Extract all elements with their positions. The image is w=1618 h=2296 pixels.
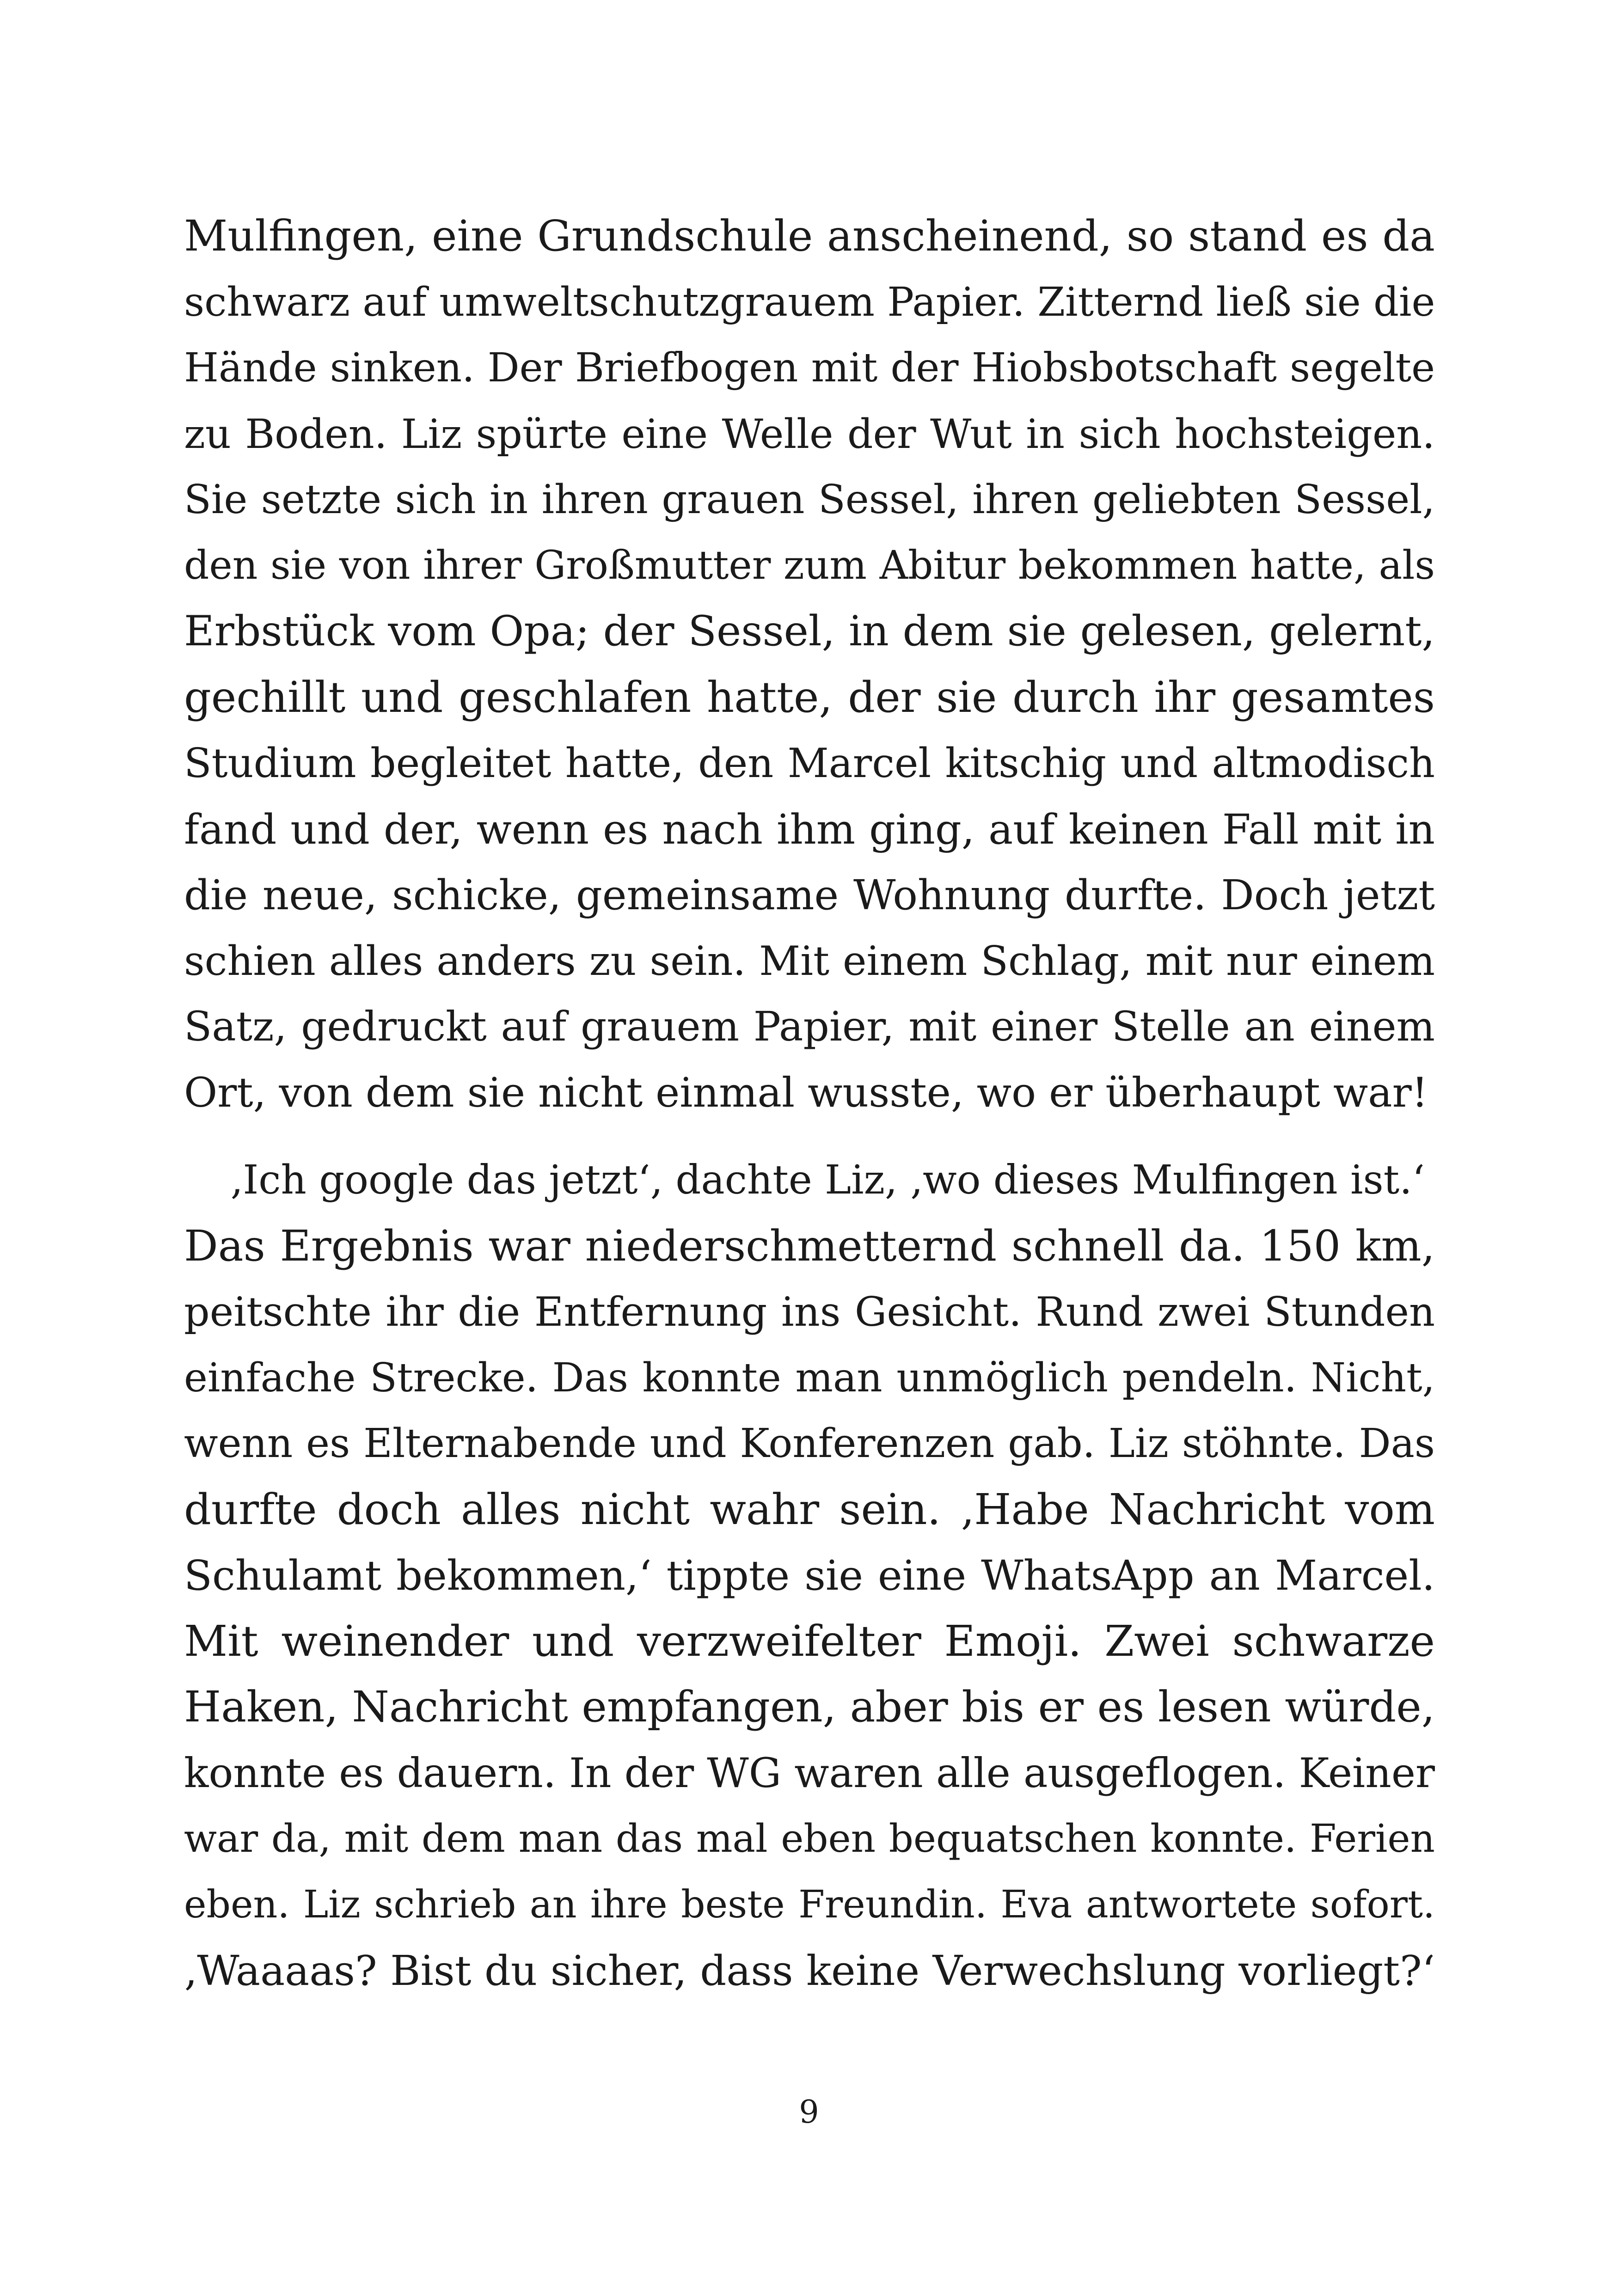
text-line: Mulfingen, eine Grundschule anscheinend, so stand es da <box>184 211 1435 261</box>
text-line: die neue, schicke, gemeinsame Wohnung durfte. Doch jetzt <box>184 871 1435 919</box>
text-line: Sie setzte sich in ihren grauen Sessel, ihren geliebten Sessel, <box>184 477 1435 523</box>
text-line: Das Ergebnis war niederschmetternd schnell da. 150 km, <box>184 1221 1435 1271</box>
text-line: konnte es dauern. In der WG waren alle ausgeflogen. Keiner <box>184 1749 1435 1797</box>
text-line: Satz, gedruckt auf grauem Papier, mit einer Stelle an einem <box>184 1003 1435 1050</box>
text-line: zu Boden. Liz spürte eine Welle der Wut in sich hochsteigen. <box>184 410 1435 458</box>
text-line: Studium begleitet hatte, den Marcel kitschig und altmodisch <box>184 740 1435 787</box>
text-line: fand und der, wenn es nach ihm ging, auf keinen Fall mit in <box>184 805 1435 853</box>
paragraph-2 <box>184 1147 1435 2004</box>
text-line: durfte doch alles nicht wahr sein. ‚Habe Nachricht vom <box>184 1484 1435 1534</box>
text-line: Hände sinken. Der Briefbogen mit der Hiobsbotschaft segelte <box>184 345 1435 391</box>
text-line: einfache Strecke. Das konnte man unmöglich pendeln. Nicht, <box>184 1354 1435 1401</box>
text-line: den sie von ihrer Großmutter zum Abitur bekommen hatte, als <box>184 542 1435 588</box>
text-line: eben. Liz schrieb an ihre beste Freundin. Eva antwortete sofort. <box>184 1882 1435 1927</box>
text-line: Haken, Nachricht empfangen, aber bis er es lesen würde, <box>184 1682 1435 1732</box>
paragraph-1 <box>184 203 1435 1126</box>
text-line: peitschte ihr die Entfernung ins Gesicht. Rund zwei Stunden <box>184 1288 1435 1335</box>
text-line: wenn es Elternabende und Konferenzen gab. Liz stöhnte. Das <box>184 1420 1435 1467</box>
text-line: war da, mit dem man das mal eben bequatschen konnte. Ferien <box>184 1816 1435 1861</box>
text-line: Mit weinender und verzweifelter Emoji. Zwei schwarze <box>184 1616 1435 1666</box>
text-line: ‚Waaaas? Bist du sicher, dass keine Verwechslung vorliegt?‘ <box>184 1947 1435 1995</box>
page-number: 9 <box>799 2094 819 2131</box>
text-line: Ort, von dem sie nicht einmal wusste, wo er überhaupt war! <box>184 1068 1428 1116</box>
text-line: schien alles anders zu sein. Mit einem Schlag, mit nur einem <box>184 937 1435 985</box>
text-line: Schulamt bekommen,‘ tippte sie eine WhatsApp an Marcel. <box>184 1551 1435 1599</box>
text-line: gechillt und geschlafen hatte, der sie durch ihr gesamtes <box>184 672 1435 722</box>
text-line: Erbstück vom Opa; der Sessel, in dem sie gelesen, gelernt, <box>184 607 1435 655</box>
text-line: schwarz auf umweltschutzgrauem Papier. Zitternd ließ sie die <box>184 279 1435 325</box>
text-line: ‚Ich google das jetzt‘, dachte Liz, ‚wo dieses Mulfingen ist.‘ <box>230 1157 1425 1203</box>
